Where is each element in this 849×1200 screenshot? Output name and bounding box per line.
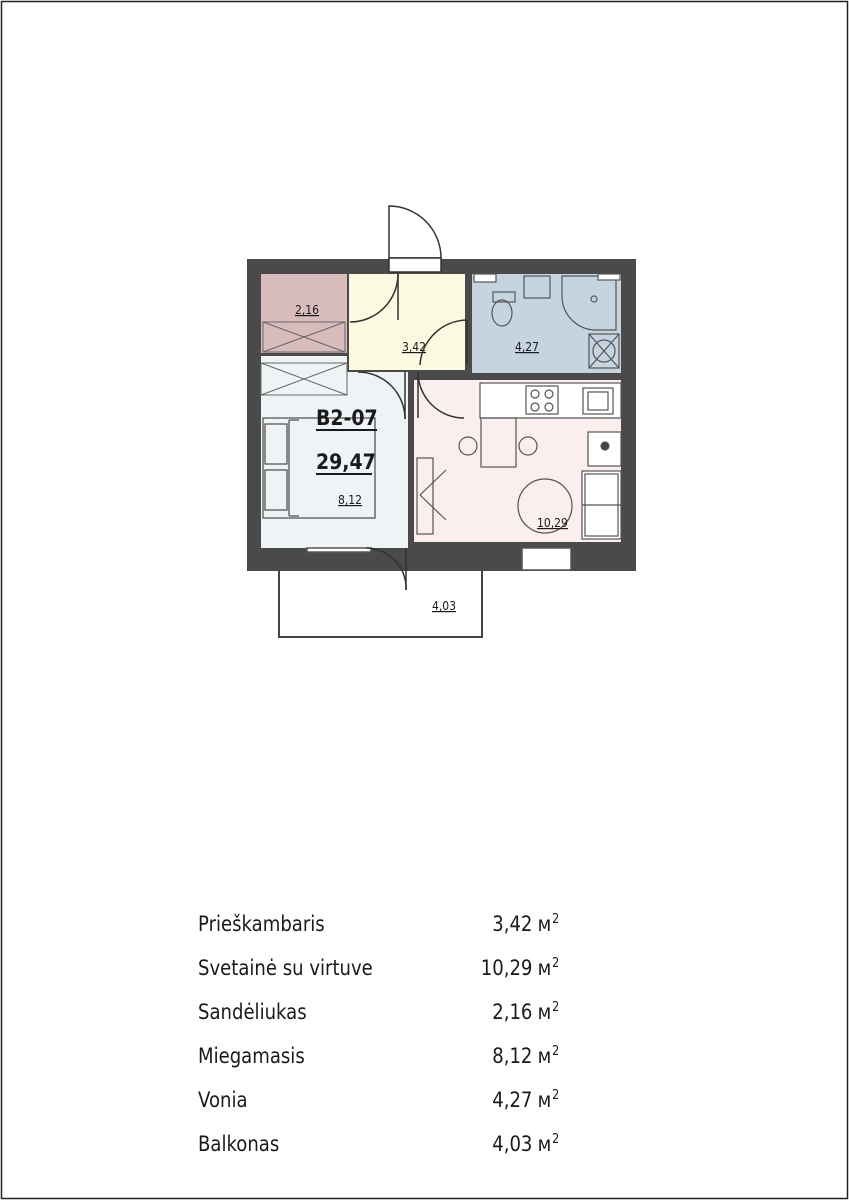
legend-room-name: Prieškambaris (198, 912, 325, 936)
legend-area-value: 4,03 (492, 1132, 533, 1156)
legend-unit: $м^2$ (537, 1000, 560, 1024)
unit-code: B2-07 (316, 406, 378, 430)
legend-room-name: Miegamasis (198, 1044, 305, 1068)
legend-area-value: 3,42 (492, 912, 533, 936)
label-living-area: 10,29 (537, 516, 568, 530)
legend-unit-superscript: 2 (552, 1132, 560, 1147)
room-hallway (349, 274, 465, 370)
legend-room-name: Svetainė su virtuve (198, 956, 373, 980)
legend-area-value: 10,29 (480, 956, 533, 980)
legend-area-value: 4,27 (492, 1088, 533, 1112)
legend-unit: $м^2$ (537, 956, 560, 980)
room-bathroom (472, 274, 621, 373)
legend-unit-superscript: 2 (552, 1000, 560, 1015)
legend-room-name: Balkonas (198, 1132, 280, 1156)
legend-unit-superscript: 2 (552, 1044, 560, 1059)
legend-room-name: Sandėliukas (198, 1000, 307, 1024)
legend-area-value: 8,12 (492, 1044, 533, 1068)
legend-unit-superscript: 2 (552, 912, 560, 927)
label-storage-area: 2,16 (295, 303, 320, 317)
legend-unit: $м^2$ (537, 1044, 560, 1068)
legend-room-name: Vonia (198, 1088, 248, 1112)
unit-total-area: 29,47 (316, 450, 376, 474)
label-balcony-area: 4,03 (432, 599, 457, 613)
legend-unit-superscript: 2 (552, 956, 560, 971)
legend-unit-superscript: 2 (552, 1088, 560, 1103)
label-hallway-area: 3,42 (402, 340, 427, 354)
floor-plan (247, 206, 636, 637)
legend-unit: $м^2$ (537, 912, 560, 936)
label-bedroom-area: 8,12 (338, 493, 363, 507)
legend-unit: $м^2$ (537, 1132, 560, 1156)
legend-unit: $м^2$ (537, 1088, 560, 1112)
label-bathroom-area: 4,27 (515, 340, 540, 354)
legend-area-value: 2,16 (492, 1000, 533, 1024)
